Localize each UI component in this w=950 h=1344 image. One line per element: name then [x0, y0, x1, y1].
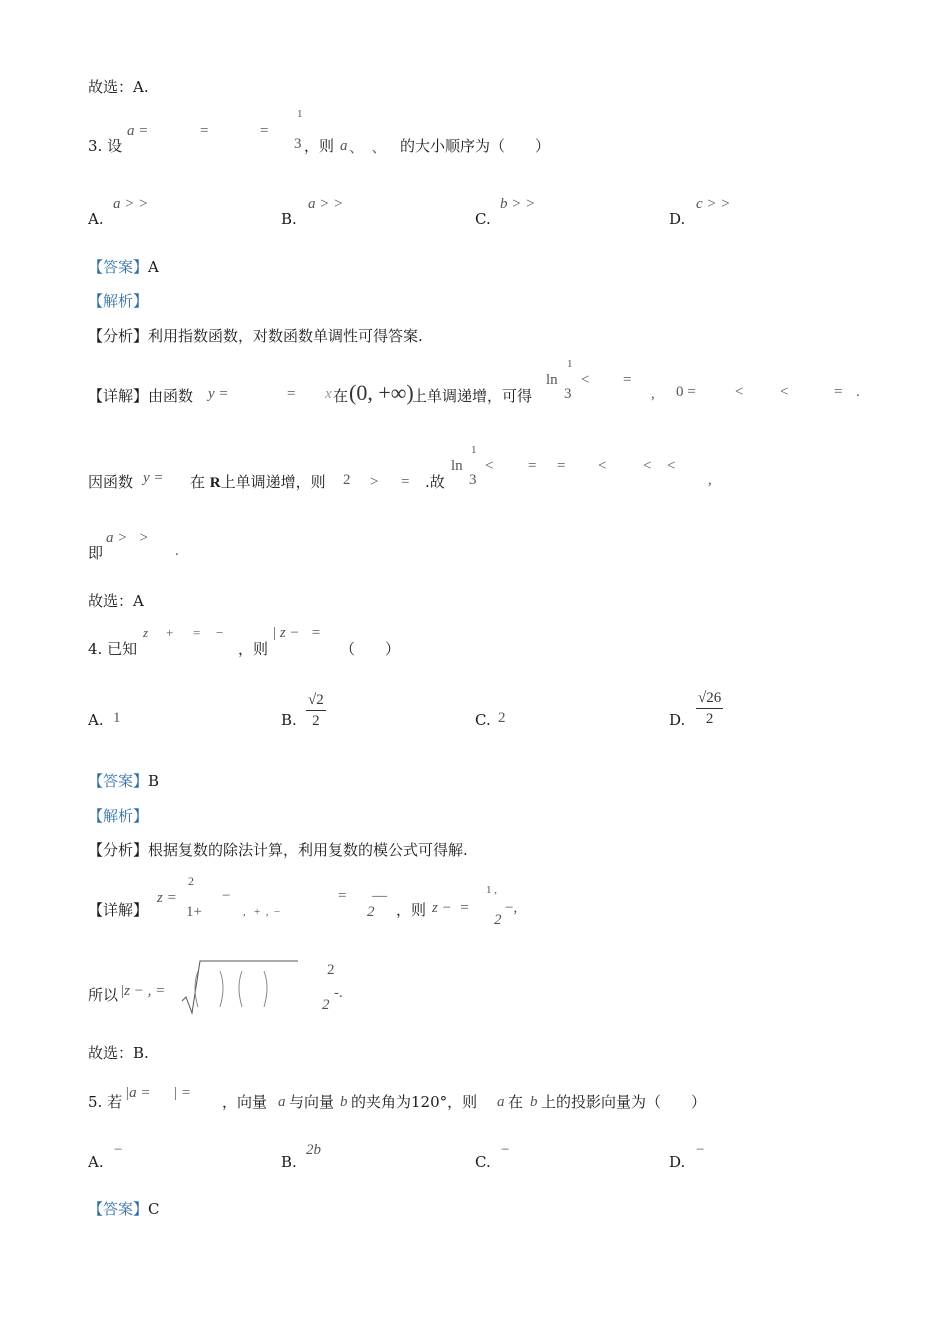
- q3-xj1-eq: =: [287, 386, 296, 402]
- q4-option-c-value: 2: [498, 710, 506, 726]
- q4-stem-pre: 已知: [107, 640, 138, 658]
- q4-option-a-letter: A.: [88, 711, 104, 729]
- q3-xj1-c: 上单调递增，可得: [412, 387, 533, 405]
- q5-answer-tag: 【答案】: [88, 1200, 149, 1218]
- q3-fenxi-text: 利用指数函数，对数函数单调性可得答案.: [148, 327, 423, 345]
- q4-analysis-tag: 【解析】: [88, 807, 149, 825]
- q3-xiangjie-1a: 由函数: [148, 387, 194, 405]
- q5-option-a-expr: −: [114, 1142, 123, 1158]
- q3-xiangjie-line2: 因函数: [88, 473, 134, 491]
- q4-stem-post: （ ）: [340, 640, 401, 658]
- q5-stem-on: 在: [508, 1093, 524, 1111]
- q4-xj-tail: −,: [505, 900, 518, 916]
- q4-formula-minus: −: [216, 625, 224, 640]
- q3-fenxi: [88, 326, 423, 346]
- q4-sqrt-sign: [180, 957, 300, 1017]
- q5-number: 5.: [88, 1093, 103, 1111]
- q3-xj1-eq3: =: [834, 384, 843, 400]
- q3-ji-expr: a > >: [106, 530, 149, 546]
- q3-xj2-zai-text: 在: [190, 473, 206, 491]
- q4-xj-eq: =: [338, 888, 347, 904]
- q3-formula-three: 3: [294, 136, 302, 152]
- q3-stem: [88, 136, 122, 156]
- q4-answer-tag: 【答案】: [88, 772, 149, 790]
- q3-fenxi-tag: 【分析】: [88, 327, 149, 345]
- q4-xj-den: 1+: [186, 904, 202, 920]
- q3-comma1: 、 、: [349, 140, 387, 156]
- q3-xj2-sup: 1: [471, 444, 477, 456]
- q3-xj2-gt: >: [370, 474, 379, 490]
- q3-option-d-letter: D.: [669, 210, 686, 228]
- q4-fenxi-text: 根据复数的除法计算，利用复数的模公式可得解.: [148, 841, 468, 859]
- q4-suoyi: 所以: [88, 986, 119, 1004]
- q5-stem-angle: 的夹角为120°，则: [351, 1093, 478, 1111]
- q3-xj1-period: .: [856, 384, 860, 400]
- q3-stem-mid: ，则: [304, 137, 335, 155]
- q5-stem-post: 上的投影向量为（ ）: [541, 1093, 707, 1111]
- q3-xj2-y: y =: [143, 470, 164, 486]
- q5-option-d-letter: D.: [669, 1153, 686, 1171]
- q3-option-b-letter: B.: [281, 210, 297, 228]
- q5-formula-abs: |a = | =: [125, 1085, 191, 1101]
- q4-suoyi-period: -.: [334, 985, 343, 1001]
- q5-stem-a2: a: [497, 1094, 505, 1110]
- q3-number: 3.: [88, 137, 103, 155]
- q3-answer: [88, 257, 159, 277]
- q4-xj-two2: 2: [494, 912, 502, 928]
- q3-conclusion: 故选：A: [88, 592, 144, 610]
- q3-xiangjie-tag: 【详解】: [88, 387, 149, 405]
- q3-xj1-zero: 0 =: [676, 384, 696, 400]
- q3-xj1-y: y =: [208, 386, 229, 402]
- q3-xj2-gu: .故: [425, 473, 445, 491]
- q3-xj2-lt3: <: [643, 458, 652, 474]
- q4-xj-z: z =: [157, 890, 177, 906]
- q4-suoyi-abs: |z − , =: [120, 983, 166, 999]
- q3-interval: (0, +∞): [349, 380, 414, 405]
- q4-option-b-den: 2: [312, 713, 320, 729]
- q4-xj-two: 2: [367, 904, 375, 920]
- q4-answer: [88, 771, 159, 791]
- q4-xj-zminus: z − =: [432, 900, 470, 916]
- q5-stem-b: b: [340, 1094, 348, 1110]
- q3-xj2-lt4: <: [667, 458, 676, 474]
- q4-xiangjie-tag: 【详解】: [88, 901, 149, 919]
- q4-option-a-value: 1: [113, 710, 121, 726]
- q3-xj2-lt: <: [485, 458, 494, 474]
- q3-xj1-lt3: <: [780, 384, 789, 400]
- q5-stem-a: a: [278, 1094, 286, 1110]
- q4-xj-dash: —: [372, 888, 387, 904]
- q3-stem-post: 的大小顺序为（ ）: [400, 137, 551, 155]
- q3-answer-tag: 【答案】: [88, 258, 149, 276]
- q4-option-d-num: √26: [696, 688, 723, 709]
- q5-option-a-letter: A.: [88, 1153, 104, 1171]
- q5-option-c-letter: C.: [475, 1153, 491, 1171]
- q3-xj1-comma: ,: [651, 386, 655, 402]
- q3-formula-eq2: =: [260, 123, 269, 139]
- q3-xj1-zai: 在: [333, 387, 349, 405]
- q3-formula-a: a =: [127, 123, 149, 139]
- q5-stem-pre: 若: [107, 1093, 123, 1111]
- q3-xj1-x: x: [325, 386, 332, 402]
- q4-xj-mid: ，则: [396, 901, 427, 919]
- q4-option-d-fraction: [696, 688, 723, 729]
- q4-answer-value: B: [148, 772, 160, 790]
- q5-option-b-letter: B.: [281, 1153, 297, 1171]
- q3-option-d-expr: c > >: [696, 196, 731, 212]
- q3-xj2-c: 上单调递增，则: [220, 473, 326, 491]
- q4-option-d-den: 2: [705, 711, 714, 727]
- q4-option-b-letter: B.: [281, 711, 297, 729]
- q4-fenxi: [88, 840, 468, 860]
- q5-stem: [88, 1092, 122, 1112]
- q3-option-c-letter: C.: [475, 210, 491, 228]
- q4-xj-sup: 1 ,: [486, 884, 497, 896]
- q3-xj1-ln: ln: [546, 372, 558, 388]
- q4-fenxi-tag: 【分析】: [88, 841, 149, 859]
- q4-stem-mid: ，则: [238, 640, 269, 658]
- q3-ji: 即: [88, 544, 104, 562]
- q5-stem-b2: b: [530, 1094, 538, 1110]
- q4-number: 4.: [88, 640, 103, 658]
- q3-xj2-comma: ,: [708, 472, 712, 488]
- q4-option-d-letter: D.: [669, 711, 686, 729]
- q5-option-b-expr: 2b: [306, 1142, 321, 1158]
- q4-formula-abs: | z − =: [272, 625, 321, 641]
- q3-xj2-ln: ln: [451, 458, 463, 474]
- q4-option-c-letter: C.: [475, 711, 491, 729]
- q3-answer-value: A: [148, 258, 159, 276]
- q3-xj2-lt2: <: [598, 458, 607, 474]
- q3-formula-eq1: =: [200, 123, 209, 139]
- q4-suoyi-two: 2: [322, 997, 330, 1013]
- q3-option-c-expr: b > >: [500, 196, 536, 212]
- q5-stem-with: 与向量: [289, 1093, 335, 1111]
- q3-xj2-eq: =: [401, 474, 410, 490]
- q3-formula-sup: 1: [297, 108, 303, 120]
- q5-answer: [88, 1199, 160, 1219]
- q3-xj1-lt2: <: [735, 384, 744, 400]
- q3-option-a-letter: A.: [88, 210, 104, 228]
- q5-answer-value: C: [148, 1200, 160, 1218]
- q3-xj1-sup: 1: [567, 358, 573, 370]
- q3-xj2-bold-r: R: [209, 475, 221, 491]
- q3-xiangjie-line1: [88, 386, 193, 406]
- q3-analysis-tag: 【解析】: [88, 292, 149, 310]
- q3-option-b-expr: a > >: [308, 196, 344, 212]
- q4-xj-num: 2: [188, 874, 194, 888]
- q4-conclusion: 故选：B.: [88, 1044, 149, 1062]
- q5-stem-mid: ，向量: [222, 1093, 268, 1111]
- q3-xj1-lt: <: [581, 372, 590, 388]
- q3-xj1-eq2: =: [623, 372, 632, 388]
- q4-xj-minus: −: [222, 888, 231, 904]
- q3-xj2-eq2: =: [528, 458, 537, 474]
- q4-stem: [88, 639, 137, 659]
- q3-xj1-three: 3: [564, 386, 572, 402]
- q2-conclusion: 故选：A.: [88, 78, 149, 96]
- q4-formula-z: z: [143, 625, 149, 640]
- q5-option-c-expr: −: [501, 1142, 510, 1158]
- q3-xj2-eq3: =: [557, 458, 566, 474]
- q3-ji-period: .: [175, 543, 179, 559]
- q4-option-b-num: √2: [306, 690, 326, 711]
- q3-var-a: a: [340, 138, 348, 154]
- q3-xj2-two: 2: [343, 472, 351, 488]
- q4-xj-frac2: , + , −: [243, 906, 281, 918]
- q3-xj2-three: 3: [469, 472, 477, 488]
- q4-formula-plus: +: [166, 625, 174, 640]
- q4-formula-eq: =: [193, 625, 201, 640]
- q3-option-a-expr: a > >: [113, 196, 149, 212]
- q4-option-b-fraction: [306, 690, 326, 731]
- q3-xj2-zai: [190, 472, 326, 493]
- q5-option-d-expr: −: [696, 1142, 705, 1158]
- q4-suoyi-top: 2: [327, 962, 335, 978]
- q3-stem-pre: 设: [107, 137, 123, 155]
